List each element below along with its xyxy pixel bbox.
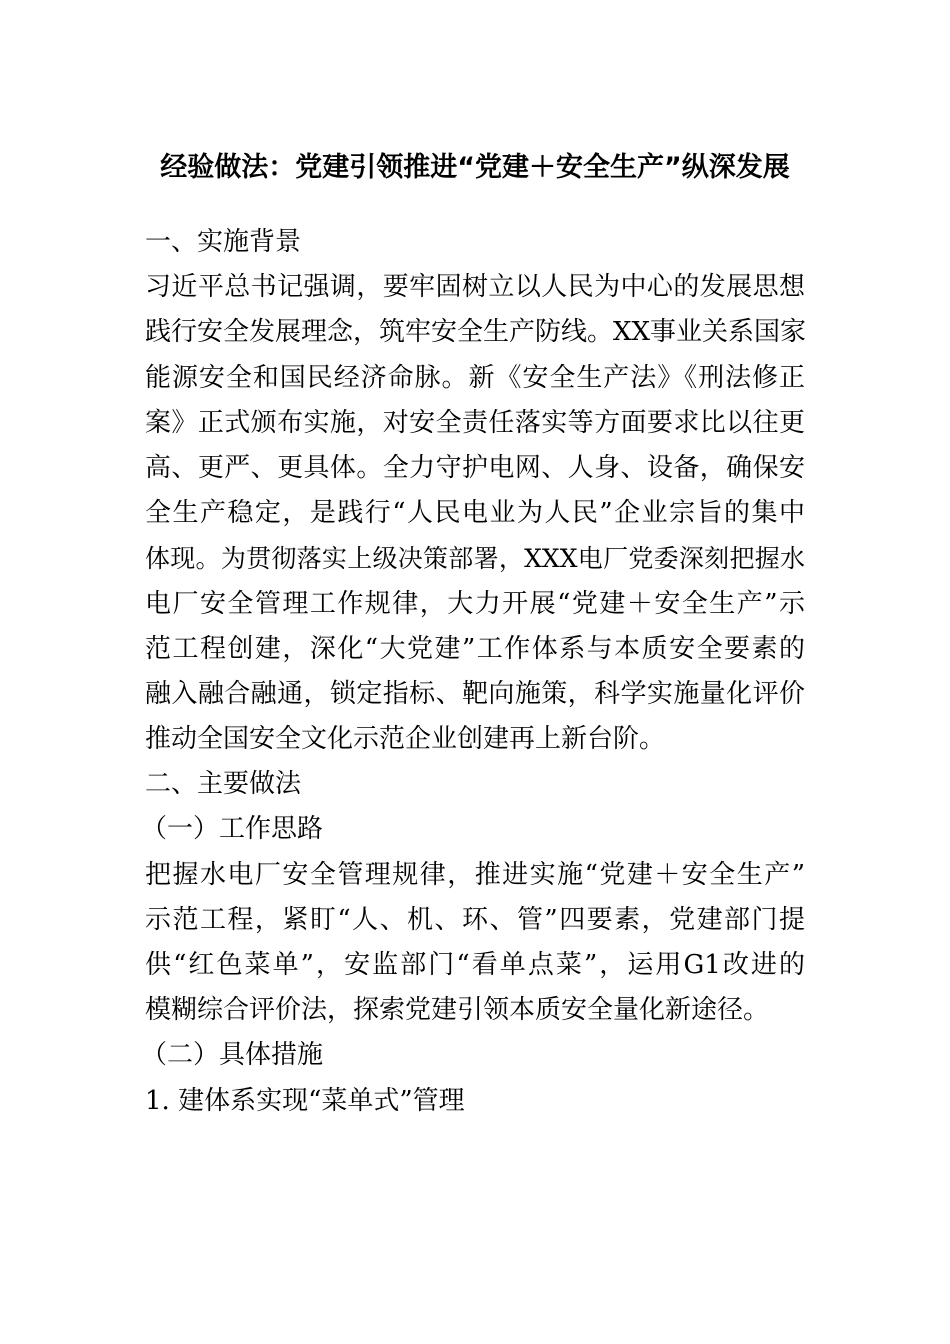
paragraph-line: 融入融合融通，锁定指标、靶向施策，科学实施量化评价 — [145, 678, 805, 709]
paragraph-line: 供“红色菜单”，安监部门“看单点菜”，运用G1改进的 — [145, 950, 805, 980]
paragraph-line: 模糊综合评价法，探索党建引领本质安全量化新途径。 — [145, 995, 770, 1026]
paragraph-line: 范工程创建，深化“大党建”工作体系与本质安全要素的 — [145, 633, 805, 664]
paragraph-line: 能源安全和国民经济命脉。新《安全生产法》《刑法修正 — [145, 362, 805, 393]
section-heading-main-practices: 二、主要做法 — [145, 769, 302, 800]
paragraph-line: 体现。为贯彻落实上级决策部署，XXX电厂党委深刻把握水 — [145, 544, 805, 574]
paragraph-line: 案》正式颁布实施，对安全责任落实等方面要求比以往更 — [145, 407, 805, 438]
paragraph-line: 示范工程，紧盯“人、机、环、管”四要素，党建部门提 — [145, 904, 805, 935]
paragraph-line: 电厂安全管理工作规律，大力开展“党建＋安全生产”示 — [145, 588, 805, 619]
document-title: 经验做法：党建引领推进“党建＋安全生产”纵深发展 — [160, 152, 790, 183]
paragraph-line: 把握水电厂安全管理规律，推进实施“党建＋安全生产” — [145, 859, 805, 890]
subsection-heading-measures: （二）具体措施 — [141, 1040, 324, 1071]
paragraph-line: 习近平总书记强调，要牢固树立以人民为中心的发展思想 — [145, 272, 805, 303]
list-item-heading: 1. 建体系实现“菜单式”管理 — [145, 1085, 465, 1116]
paragraph-line: 全生产稳定，是践行“人民电业为人民”企业宗旨的集中 — [145, 498, 805, 529]
section-heading-background: 一、实施背景 — [145, 227, 302, 257]
paragraph-line: 推动全国安全文化示范企业创建再上新台阶。 — [145, 724, 666, 755]
paragraph-line: 高、更严、更具体。全力守护电网、人身、设备，确保安 — [145, 452, 805, 483]
subsection-heading-approach: （一）工作思路 — [141, 814, 324, 845]
paragraph-line: 践行安全发展理念，筑牢安全生产防线。XX事业关系国家 — [145, 317, 807, 348]
document-body — [141, 220, 807, 1124]
